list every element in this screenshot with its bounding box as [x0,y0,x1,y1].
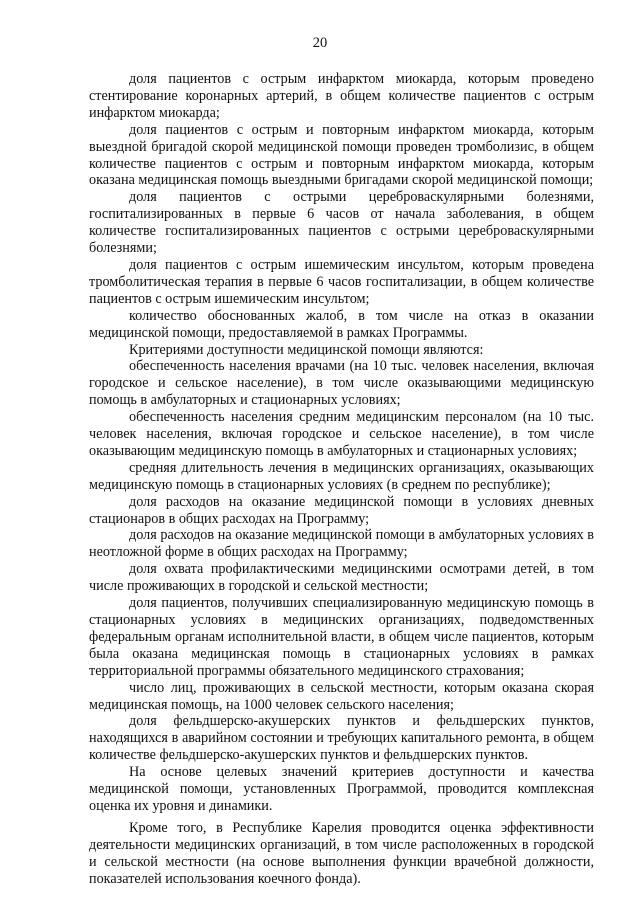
paragraph-thrombolysis-ambulance-share: доля пациентов с острым и повторным инфарктом миокарда, которым выездной бригадой скорой медицинской помощи проведен тромболизис, в общем количестве пациентов с острым и повторным инфарктом миокарда, которым оказана медицинская помощь выездными бригадами скорой медицинской помощи; [89,121,594,189]
paragraph-complaints-count: количество обоснованных жалоб, в том числе на отказ в оказании медицинской помощи, предоставляемой в рамках Программы. [89,307,594,341]
paragraph-comprehensive-assessment: На основе целевых значений критериев доступности и качества медицинской помощи, установленных Программой, проводится комплексная оценка их уровня и динамики. [89,764,594,814]
paragraph-average-treatment-duration: средняя длительность лечения в медицинских организациях, оказывающих медицинскую помощь в стационарных условиях (в среднем по республике); [89,459,594,493]
paragraph-efficiency-assessment: Кроме того, в Республике Карелия проводится оценка эффективности деятельности медицинских организаций, в том числе расположенных в городской и сельской местности (на основе выполнения функции врачебной должности, показателей использования коечного фонда). [89,819,594,887]
paragraph-children-checkups-share: доля охвата профилактическими медицинскими осмотрами детей, в том числе проживающих в городской и сельской местности; [89,561,594,595]
paragraph-ischemic-stroke-thrombolysis-share: доля пациентов с острым ишемическим инсультом, которым проведена тромболитическая терапия в первые 6 часов госпитализации, в общем количестве пациентов с острым ишемическим инсультом; [89,256,594,307]
paragraph-stenting-share: доля пациентов с острым инфарктом миокарда, которым проведено стентирование коронарных артерий, в общем количестве пациентов с острым инфарктом миокарда; [89,71,594,121]
paragraph-specialized-care-federal-share: доля пациентов, получивших специализированную медицинскую помощь в стационарных условиях в медицинских организациях, подведомственных федеральным органам исполнительной власти, в общем числе пациентов, которым была оказана медицинская помощь в стационарных условиях в рамках территориальной программы обязательного медицинского страхования; [89,595,594,679]
paragraph-feldsher-points-emergency-share: доля фельдшерско-акушерских пунктов и фельдшерских пунктов, находящихся в аварийном состоянии и требующих капитального ремонта, в общем количестве фельдшерско-акушерских пунктов и фельдшерских пунктов. [89,713,594,764]
paragraph-day-hospital-expenses-share: доля расходов на оказание медицинской помощи в условиях дневных стационаров в общих расходах на Программу; [89,493,594,527]
paragraph-doctors-provision: обеспеченность населения врачами (на 10 тыс. человек населения, включая городское и сельское население), в том числе оказывающими медицинскую помощь в амбулаторных и стационарных условиях; [89,358,594,409]
paragraph-accessibility-criteria-heading: Критериями доступности медицинской помощи являются: [129,341,484,358]
paragraph-urgent-outpatient-expenses-share: доля расходов на оказание медицинской помощи в амбулаторных условиях в неотложной форме в общих расходах на Программу; [89,527,594,561]
page-number: 20 [312,35,328,51]
paragraph-rural-emergency-care: число лиц, проживающих в сельской местности, которым оказана скорая медицинская помощь, на 1000 человек сельского населения; [89,679,594,713]
paragraph-nurses-provision: обеспеченность населения средним медицинским персоналом (на 10 тыс. человек населения, включая городское и сельское население), в том числе оказывающим медицинскую помощь в амбулаторных и стационарных условиях; [89,409,594,459]
document-body [89,71,594,888]
paragraph-cerebrovascular-hospitalized-share: доля пациентов с острыми цереброваскулярными болезнями, госпитализированных в первые 6 часов от начала заболевания, в общем количестве госпитализированных пациентов с острыми цереброваскулярными болезнями; [89,189,594,257]
